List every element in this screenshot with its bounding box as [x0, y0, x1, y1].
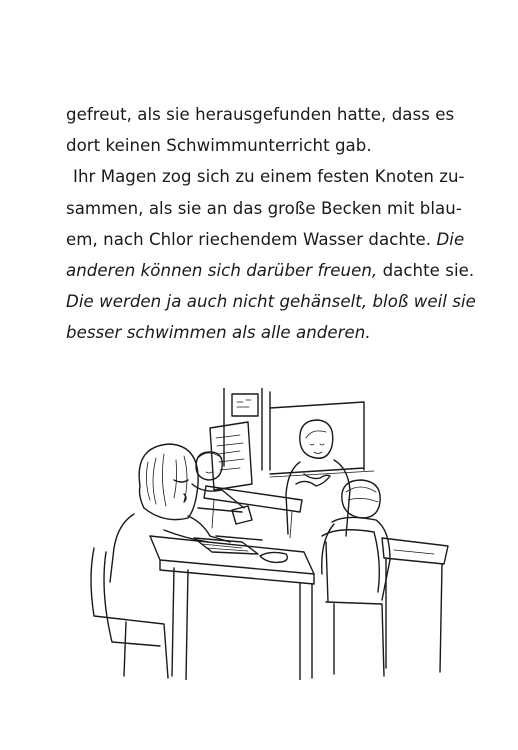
wall-poster: [210, 422, 252, 490]
right-desk: [382, 538, 448, 672]
girl-chair: [91, 548, 168, 678]
text-line-6: anderen können sich darüber freuen, dachte sie.: [66, 261, 475, 281]
small-book: [232, 506, 252, 524]
open-book: [194, 536, 262, 554]
text-line-7: Die werden ja auch nicht gehänselt, bloß weil sie: [66, 292, 476, 312]
teacher-hands: [296, 474, 330, 486]
pencil-case: [260, 552, 287, 562]
boy-front-head: [342, 480, 380, 518]
text-line-1: gefreut, als sie herausgefunden hatte, dass es: [66, 105, 455, 124]
text-line-2: dort keinen Schwimmunterricht gab.: [66, 136, 372, 156]
story-text: [66, 99, 476, 349]
text-line-5: em, nach Chlor riechendem Wasser dachte. Die: [66, 229, 465, 249]
girl-hair: [139, 444, 198, 520]
classroom-illustration: [64, 388, 456, 680]
text-line-4: sammen, als sie an das große Becken mit blau-: [66, 198, 462, 218]
text-line-3: Ihr Magen zog sich zu einem festen Knoten zu-: [73, 167, 465, 187]
board-frame: [270, 402, 364, 474]
teacher-head: [300, 420, 333, 458]
boy-chair: [322, 530, 384, 676]
front-desk-legs: [172, 568, 312, 680]
classroom-drawing: [64, 388, 456, 680]
wall-note: [232, 394, 258, 416]
text-line-8: besser schwimmen als alle anderen.: [66, 323, 371, 343]
